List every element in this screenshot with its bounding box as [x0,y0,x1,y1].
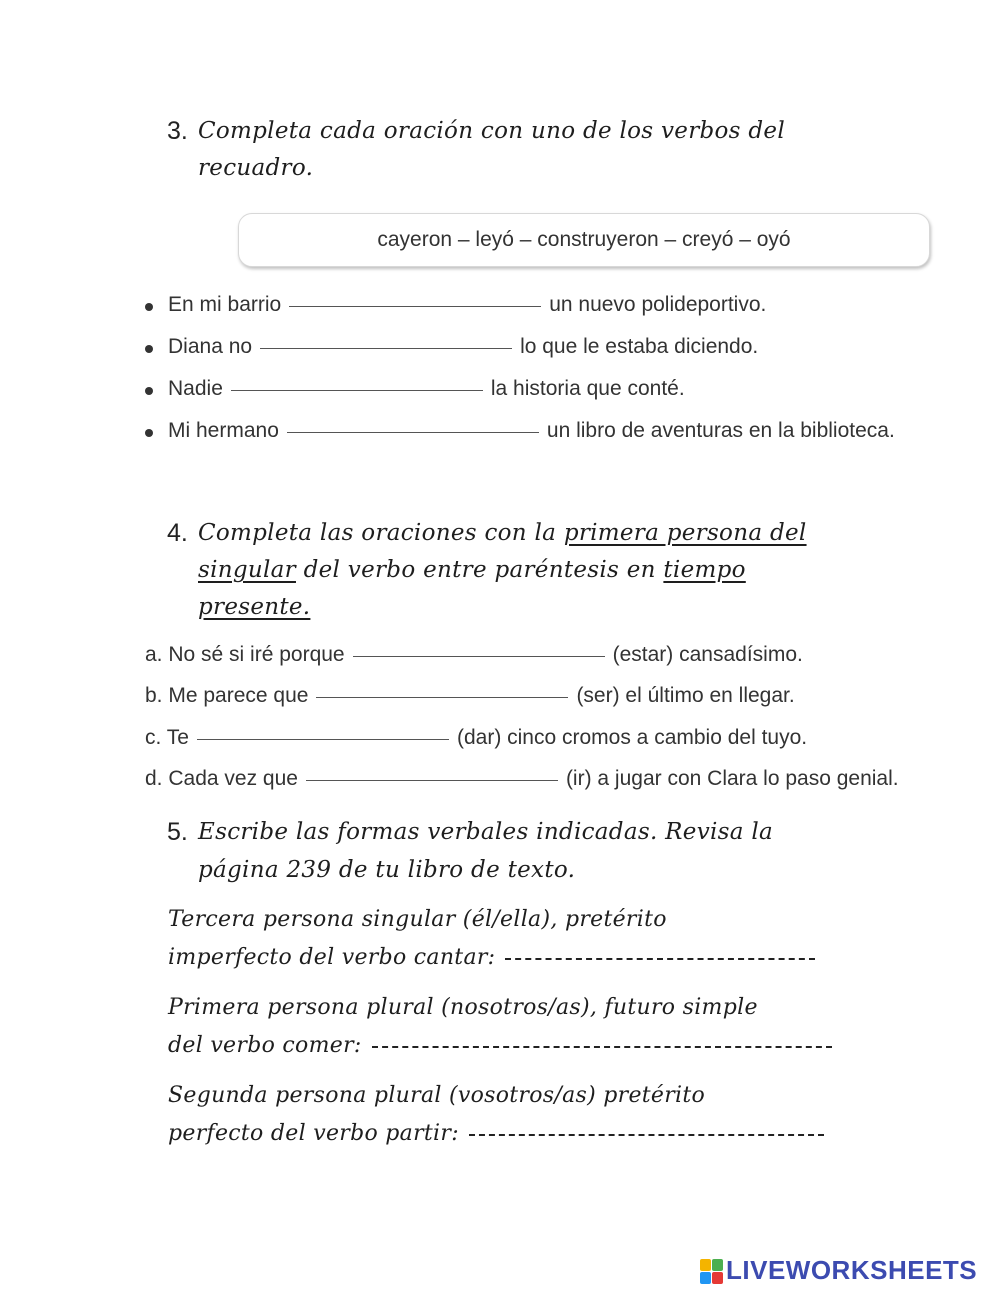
ex3-item-1-after: un nuevo polideportivo. [549,293,767,316]
ex5-answer-1-blank[interactable] [505,956,815,960]
ex3-item-4-before: Mi hermano [168,419,279,442]
ex4-item-d-blank[interactable] [306,779,558,781]
ex3-item-2-blank[interactable] [260,347,512,349]
ex3-item-1-before: En mi barrio [168,293,282,316]
ex4-underlined-singular: singular [198,557,296,583]
exercise-3-title-line2: recuadro. [198,155,314,181]
ex4-item-a [145,643,803,667]
ex5-prompt-3-label: perfecto del verbo partir: [168,1121,459,1146]
ex5-prompt-2-line1: Primera persona plural (nosotros/as), futuro simple [168,995,758,1020]
ex4-underlined-presente: presente. [198,594,311,620]
ex3-item-2-after: lo que le estaba diciendo. [520,335,759,358]
bullet-dot [145,303,153,311]
ex4-title-part: del verbo entre paréntesis en [295,557,664,583]
ex5-prompt-1-label: imperfecto del verbo cantar: [168,945,496,970]
ex4-item-d-before: d. Cada vez que [145,767,298,790]
ex3-item-3 [168,377,685,401]
ex4-item-c-after: (dar) cinco cromos a cambio del tuyo. [456,726,808,749]
ex4-item-c-before: c. Te [145,726,189,749]
logo-square-red [712,1272,723,1284]
exercise-4-title-line2 [198,557,746,583]
ex4-underlined-primera-persona: primera persona del [563,520,807,546]
ex4-item-a-blank[interactable] [353,655,605,657]
liveworksheets-logo [700,1255,977,1286]
ex3-item-4 [168,419,895,443]
ex4-item-b-after: (ser) el último en llegar. [576,684,795,707]
ex5-prompt-3-line1: Segunda persona plural (vosotros/as) pretérito [168,1083,706,1108]
exercise-5-number: 5. [167,818,188,846]
exercise-5-title-line2: página 239 de tu libro de texto. [198,857,576,883]
ex5-answer-3-blank[interactable] [469,1132,824,1136]
word-bank-box [238,213,930,267]
ex5-prompt-2-label: del verbo comer: [168,1033,362,1058]
liveworksheets-logo-text: LIVEWORKSHEETS [726,1255,978,1285]
ex3-item-3-after: la historia que conté. [490,377,685,400]
ex4-title-part: Completa las oraciones con la [198,520,564,546]
ex5-prompt-3-line2 [168,1121,824,1146]
ex4-item-d [145,767,899,791]
exercise-4-title-line1 [198,520,807,546]
word-bank-text: cayeron – leyó – construyeron – creyó – oyó [377,228,791,251]
exercise-5-title-line1: Escribe las formas verbales indicadas. Revisa la [198,819,774,845]
ex3-item-3-before: Nadie [168,377,223,400]
ex4-item-a-after: (estar) cansadísimo. [612,643,803,666]
ex4-underlined-tiempo: tiempo [663,557,746,583]
ex4-item-b [145,684,795,708]
logo-square-green [712,1259,723,1271]
ex3-item-1-blank[interactable] [289,305,541,307]
logo-square-yellow [700,1259,711,1271]
ex3-item-2-before: Diana no [168,335,253,358]
exercise-4-title-line3 [198,594,310,620]
logo-square-blue [700,1272,711,1284]
bullet-dot [145,429,153,437]
ex4-item-a-before: a. No sé si iré porque [145,643,345,666]
ex4-item-c [145,726,807,750]
ex3-item-4-after: un libro de aventuras en la biblioteca. [546,419,895,442]
ex4-item-b-blank[interactable] [316,696,568,698]
ex5-prompt-2-line2 [168,1033,832,1058]
ex3-item-4-blank[interactable] [287,431,539,433]
ex4-item-d-after: (ir) a jugar con Clara lo paso genial. [565,767,899,790]
exercise-3-title-line1: Completa cada oración con uno de los verbos del [198,118,785,144]
bullet-dot [145,387,153,395]
ex3-item-3-blank[interactable] [231,389,483,391]
ex3-item-2 [168,335,758,359]
ex5-prompt-1-line2 [168,945,815,970]
ex4-item-c-blank[interactable] [197,738,449,740]
exercise-4-number: 4. [167,519,188,547]
liveworksheets-logo-icon [700,1259,722,1283]
ex4-item-b-before: b. Me parece que [145,684,309,707]
bullet-dot [145,345,153,353]
ex5-answer-2-blank[interactable] [372,1044,832,1048]
exercise-3-number: 3. [167,117,188,145]
ex5-prompt-1-line1: Tercera persona singular (él/ella), pretérito [168,907,667,932]
ex3-item-1 [168,293,766,317]
